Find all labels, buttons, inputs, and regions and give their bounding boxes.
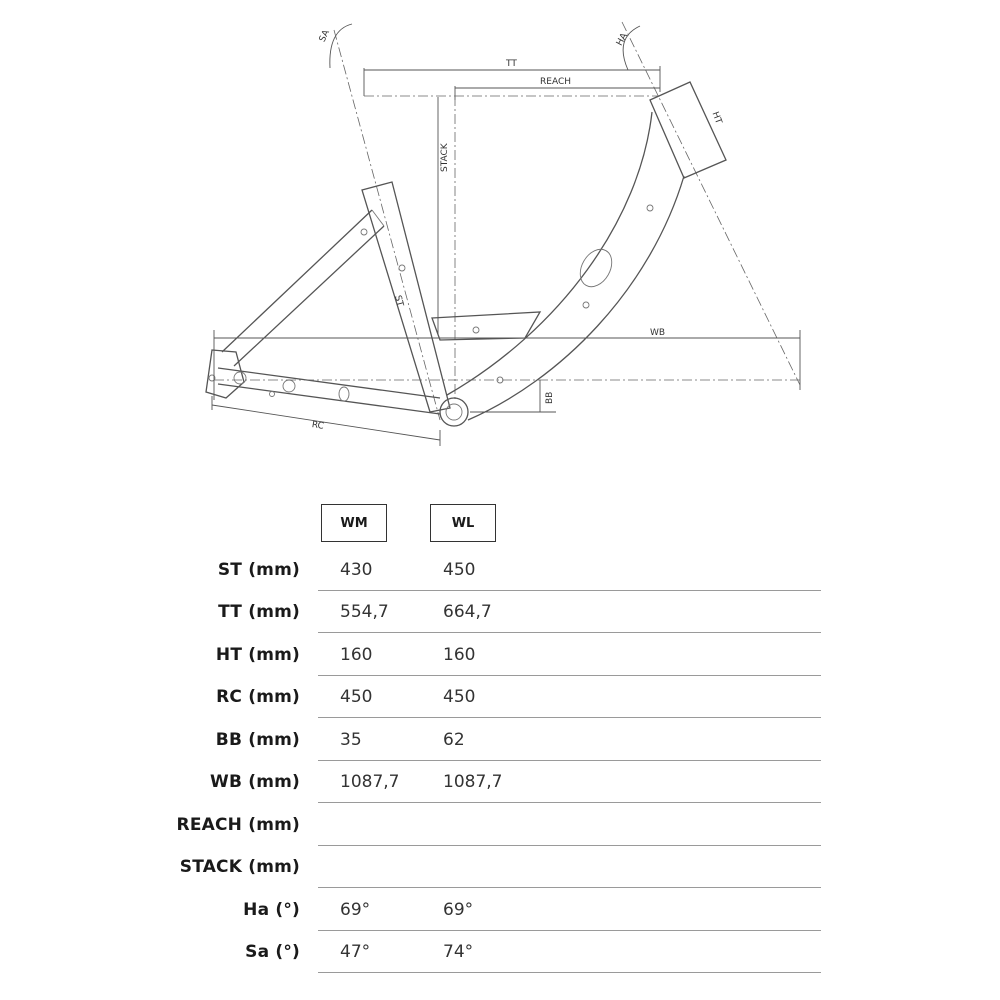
cell-wm: 35 — [340, 730, 362, 750]
row-divider — [318, 675, 821, 676]
cell-wm: 450 — [340, 687, 373, 707]
row-divider — [318, 802, 821, 803]
table-row — [0, 889, 1000, 931]
row-divider — [318, 887, 821, 888]
cell-wm: 69° — [340, 900, 371, 920]
row-label: STACK (mm) — [179, 857, 300, 877]
cell-wl: 62 — [443, 730, 465, 750]
cell-wl: 1087,7 — [443, 772, 503, 792]
seat-stay — [222, 210, 384, 366]
row-divider — [318, 930, 821, 931]
cell-wm: 430 — [340, 560, 373, 580]
row-label: RC (mm) — [216, 687, 300, 707]
size-label-wm: WM — [340, 515, 368, 531]
cell-wl: 450 — [443, 560, 476, 580]
row-divider — [318, 845, 821, 846]
bb-label: BB — [545, 391, 555, 404]
size-label-wl: WL — [451, 515, 475, 531]
down-tube — [447, 112, 684, 420]
table-row — [0, 549, 1000, 591]
size-header-wl — [430, 504, 496, 542]
ht-label: HT — [709, 110, 724, 126]
row-label: WB (mm) — [210, 772, 300, 792]
cell-wl: 450 — [443, 687, 476, 707]
row-divider — [318, 760, 821, 761]
row-divider — [318, 632, 821, 633]
cell-wl: 664,7 — [443, 602, 492, 622]
seat-tube — [362, 182, 450, 412]
seat-angle-indicator — [318, 24, 440, 420]
table-row — [0, 634, 1000, 676]
reach-label: REACH — [540, 77, 571, 87]
row-label: Ha (°) — [243, 900, 300, 920]
sa-label: SA — [317, 28, 332, 44]
table-row — [0, 719, 1000, 761]
table-row — [0, 804, 1000, 846]
table-row — [0, 846, 1000, 888]
ha-label: HA — [615, 31, 630, 48]
row-label: HT (mm) — [215, 645, 300, 665]
row-label: Sa (°) — [245, 942, 300, 962]
cell-wm: 160 — [340, 645, 373, 665]
size-header-wm — [321, 504, 387, 542]
bottom-bracket — [440, 398, 468, 426]
stack-dimension — [438, 96, 455, 400]
row-label: ST (mm) — [217, 560, 300, 580]
chain-stay — [218, 368, 440, 414]
cell-wl: 160 — [443, 645, 476, 665]
cell-wm: 1087,7 — [340, 772, 400, 792]
row-divider — [318, 717, 821, 718]
tt-dimension — [364, 59, 660, 96]
table-row — [0, 591, 1000, 633]
table-row — [0, 676, 1000, 718]
frame-brace — [432, 312, 540, 340]
head-tube — [650, 82, 726, 178]
cell-wl: 74° — [443, 942, 474, 962]
row-divider — [318, 972, 821, 973]
stack-label: STACK — [440, 143, 450, 172]
rc-label: RC — [310, 420, 325, 432]
wb-label: WB — [650, 328, 666, 338]
table-row — [0, 761, 1000, 803]
rc-dimension — [212, 396, 440, 446]
rear-dropout — [206, 350, 246, 398]
row-label: REACH (mm) — [176, 815, 300, 835]
head-angle-indicator — [615, 22, 800, 385]
st-label: ST — [392, 294, 405, 308]
cell-wl: 69° — [443, 900, 474, 920]
table-row — [0, 931, 1000, 973]
frame-geometry-diagram — [0, 0, 1000, 470]
tt-label: TT — [506, 59, 517, 69]
row-divider — [318, 590, 821, 591]
cell-wm: 554,7 — [340, 602, 389, 622]
reach-dimension — [455, 77, 660, 100]
cell-wm: 47° — [340, 942, 371, 962]
row-label: TT (mm) — [218, 602, 300, 622]
row-label: BB (mm) — [215, 730, 300, 750]
